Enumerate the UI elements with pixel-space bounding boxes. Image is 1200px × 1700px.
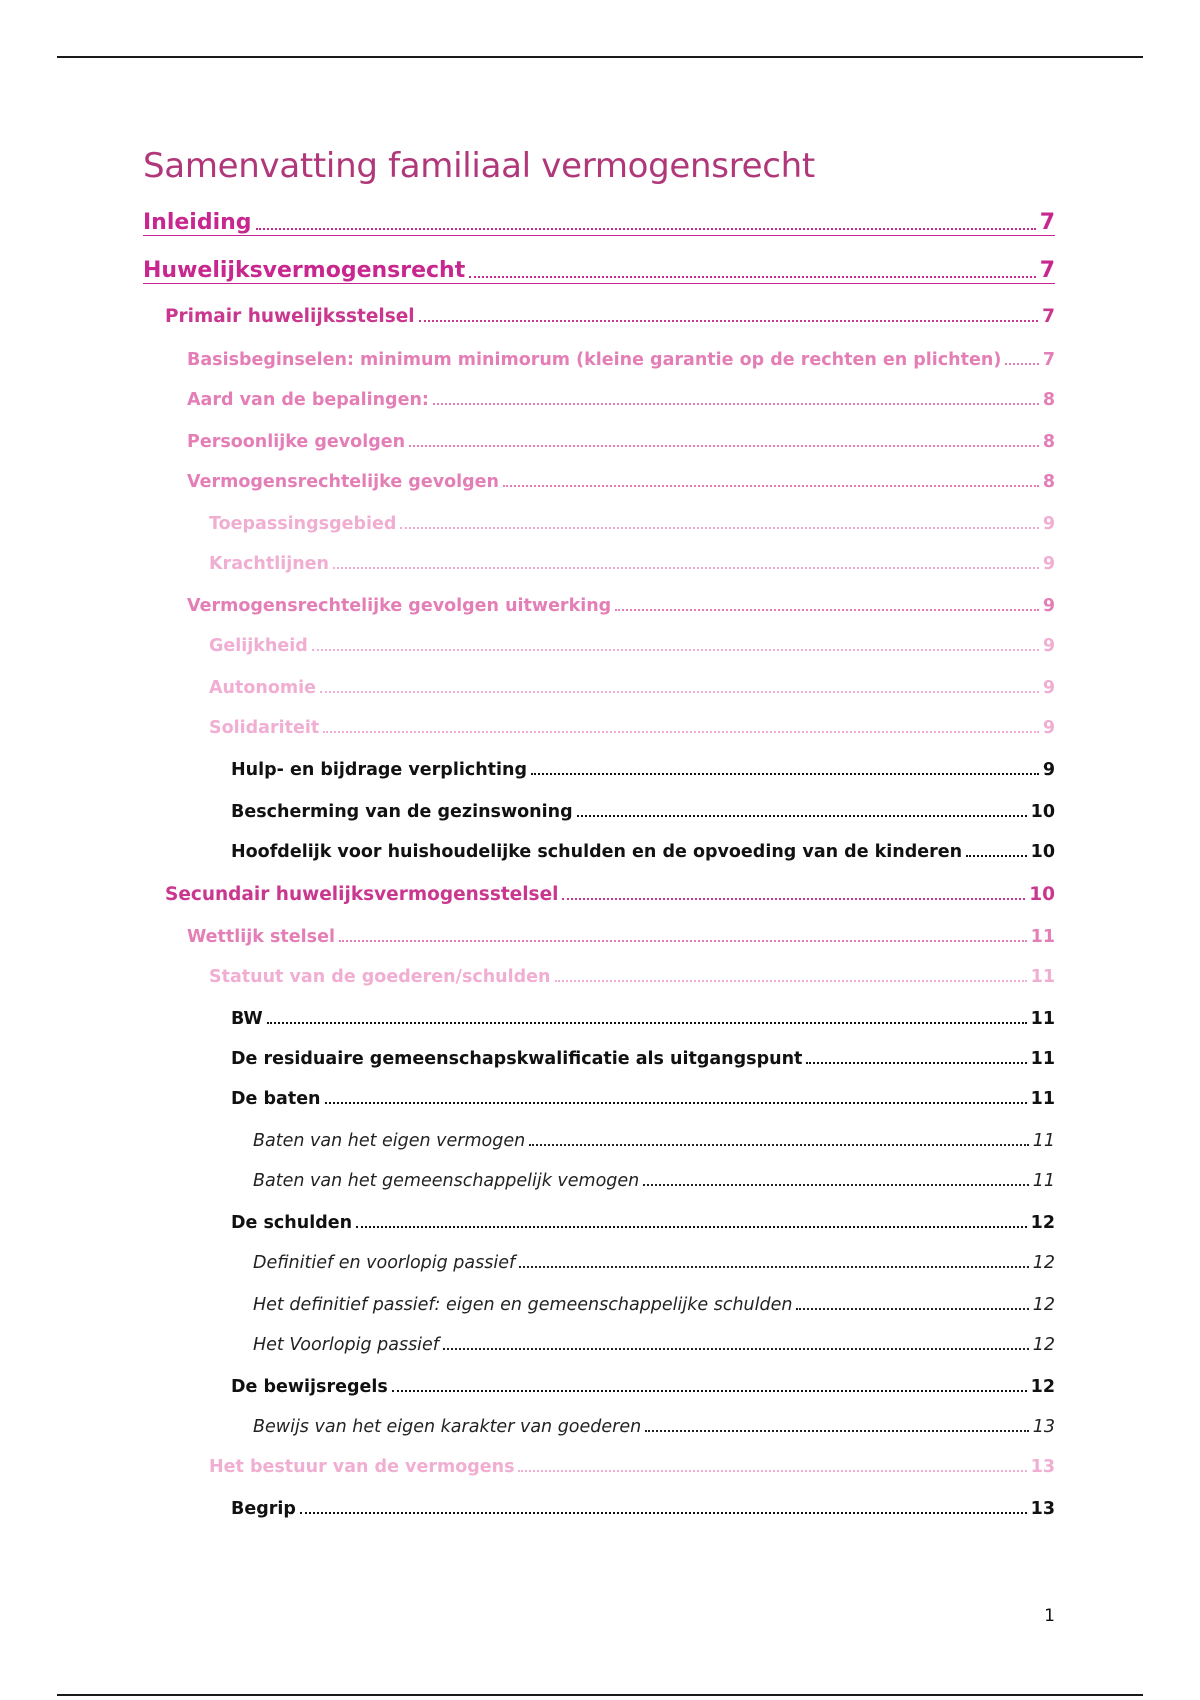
toc-dot-leader bbox=[503, 485, 1039, 487]
toc-dot-leader bbox=[267, 1022, 1027, 1024]
toc-entry-page: 12 bbox=[1032, 1252, 1055, 1273]
toc-entry[interactable] bbox=[187, 585, 1055, 615]
toc-entry-page: 12 bbox=[1030, 1212, 1055, 1233]
toc-entry[interactable] bbox=[231, 1488, 1055, 1518]
toc-entry-page: 11 bbox=[1030, 926, 1055, 947]
toc-entry[interactable] bbox=[187, 421, 1055, 451]
toc-entry-label: De residuaire gemeenschapskwalificatie als uitgangspunt bbox=[231, 1048, 803, 1069]
toc-entry-label: Hulp- en bijdrage verplichting bbox=[231, 759, 527, 780]
toc-entry-page: 10 bbox=[1030, 801, 1055, 822]
toc-dot-leader bbox=[323, 731, 1039, 733]
toc-entry-label: Aard van de bepalingen: bbox=[187, 389, 429, 410]
toc-entry-page: 12 bbox=[1032, 1334, 1055, 1355]
toc-entry[interactable] bbox=[187, 461, 1055, 491]
toc-entry[interactable] bbox=[231, 749, 1055, 779]
toc-entry-page: 11 bbox=[1032, 1170, 1055, 1191]
toc-entry-page: 11 bbox=[1030, 1088, 1055, 1109]
toc-dot-leader bbox=[531, 773, 1039, 775]
toc-entry[interactable] bbox=[253, 1284, 1055, 1314]
toc-entry-label: Het bestuur van de vermogens bbox=[209, 1456, 515, 1477]
toc-dot-leader bbox=[300, 1512, 1027, 1514]
toc-entry-page: 12 bbox=[1032, 1294, 1055, 1315]
toc-entry[interactable] bbox=[187, 916, 1055, 946]
toc-entry[interactable] bbox=[253, 1160, 1055, 1190]
toc-dot-leader bbox=[256, 228, 1036, 230]
toc-entry[interactable] bbox=[253, 1324, 1055, 1354]
toc-dot-leader bbox=[325, 1102, 1027, 1104]
toc-dot-leader bbox=[433, 403, 1039, 405]
toc-entry-page: 12 bbox=[1030, 1376, 1055, 1397]
toc-entry[interactable] bbox=[209, 503, 1055, 533]
toc-dot-leader bbox=[796, 1308, 1028, 1310]
toc-dot-leader bbox=[356, 1226, 1027, 1228]
toc-entry[interactable] bbox=[231, 831, 1055, 861]
toc-entry-label: Primair huwelijksstelsel bbox=[165, 305, 415, 327]
bottom-rule bbox=[57, 1694, 1143, 1696]
toc-entry[interactable] bbox=[143, 200, 1055, 236]
toc-dot-leader bbox=[966, 855, 1027, 857]
toc-entry[interactable] bbox=[187, 379, 1055, 409]
toc-dot-leader bbox=[320, 691, 1039, 693]
toc-entry-label: BW bbox=[231, 1008, 263, 1029]
toc-entry-page: 7 bbox=[1039, 210, 1055, 235]
toc-dot-leader bbox=[1005, 363, 1038, 365]
toc-dot-leader bbox=[615, 609, 1039, 611]
toc-entry-label: Basisbeginselen: minimum minimorum (kleine garantie op de rechten en plichten) bbox=[187, 349, 1002, 370]
toc-entry-page: 10 bbox=[1029, 883, 1055, 905]
toc-entry-page: 9 bbox=[1042, 759, 1055, 780]
toc-entry[interactable] bbox=[165, 296, 1055, 326]
toc-entry[interactable] bbox=[231, 791, 1055, 821]
toc-entry-page: 13 bbox=[1030, 1456, 1055, 1477]
toc-entry[interactable] bbox=[209, 543, 1055, 573]
toc-dot-leader bbox=[518, 1470, 1026, 1472]
toc-entry-label: Het Voorlopig passief bbox=[253, 1334, 439, 1355]
toc-entry-page: 11 bbox=[1030, 1008, 1055, 1029]
toc-entry-label: Baten van het gemeenschappelijk vemogen bbox=[253, 1170, 640, 1191]
toc-dot-leader bbox=[312, 649, 1039, 651]
toc-entry[interactable] bbox=[231, 1078, 1055, 1108]
toc-entry[interactable] bbox=[231, 1202, 1055, 1232]
toc-entry[interactable] bbox=[253, 1242, 1055, 1272]
toc-entry[interactable] bbox=[187, 339, 1055, 369]
toc-entry-page: 9 bbox=[1042, 677, 1055, 698]
toc-entry-page: 7 bbox=[1039, 258, 1055, 283]
toc-entry-label: Begrip bbox=[231, 1498, 296, 1519]
toc-dot-leader bbox=[555, 980, 1027, 982]
toc-entry-label: De baten bbox=[231, 1088, 321, 1109]
toc-entry-page: 9 bbox=[1042, 717, 1055, 738]
toc-dot-leader bbox=[443, 1348, 1029, 1350]
toc-entry[interactable] bbox=[209, 956, 1055, 986]
toc-entry-label: Inleiding bbox=[143, 210, 252, 235]
toc-entry-page: 8 bbox=[1042, 431, 1055, 452]
toc-entry-label: Secundair huwelijksvermogensstelsel bbox=[165, 883, 559, 905]
toc-entry[interactable] bbox=[209, 667, 1055, 697]
toc-entry-page: 9 bbox=[1042, 595, 1055, 616]
toc-entry-label: Toepassingsgebied bbox=[209, 513, 397, 534]
toc-entry-page: 13 bbox=[1030, 1498, 1055, 1519]
toc-entry-page: 11 bbox=[1030, 966, 1055, 987]
toc-entry-label: Krachtlijnen bbox=[209, 553, 329, 574]
toc-dot-leader bbox=[643, 1184, 1028, 1186]
toc-entry[interactable] bbox=[231, 1038, 1055, 1068]
toc-entry-label: Vermogensrechtelijke gevolgen uitwerking bbox=[187, 595, 612, 616]
toc-entry[interactable] bbox=[165, 874, 1055, 904]
toc-entry[interactable] bbox=[253, 1120, 1055, 1150]
document-title: Samenvatting familiaal vermogensrecht bbox=[143, 146, 815, 186]
toc-entry-label: Solidariteit bbox=[209, 717, 320, 738]
toc-entry-page: 8 bbox=[1042, 471, 1055, 492]
toc-entry[interactable] bbox=[143, 248, 1055, 284]
toc-dot-leader bbox=[529, 1144, 1028, 1146]
toc-entry-page: 11 bbox=[1030, 1048, 1055, 1069]
toc-dot-leader bbox=[419, 320, 1038, 322]
toc-dot-leader bbox=[806, 1062, 1026, 1064]
toc-dot-leader bbox=[333, 567, 1039, 569]
toc-entry-page: 9 bbox=[1042, 635, 1055, 656]
toc-entry-label: Hoofdelijk voor huishoudelijke schulden en de opvoeding van de kinderen bbox=[231, 841, 963, 862]
toc-entry-page: 13 bbox=[1032, 1416, 1055, 1437]
toc-entry-page: 9 bbox=[1042, 513, 1055, 534]
toc-entry-label: Vermogensrechtelijke gevolgen bbox=[187, 471, 499, 492]
toc-entry[interactable] bbox=[209, 707, 1055, 737]
toc-entry-page: 9 bbox=[1042, 553, 1055, 574]
toc-entry-label: Huwelijksvermogensrecht bbox=[143, 258, 466, 283]
toc-entry-label: De bewijsregels bbox=[231, 1376, 388, 1397]
toc-entry[interactable] bbox=[253, 1406, 1055, 1436]
toc-dot-leader bbox=[562, 898, 1025, 900]
toc-dot-leader bbox=[577, 815, 1027, 817]
toc-dot-leader bbox=[519, 1266, 1029, 1268]
toc-entry[interactable] bbox=[231, 1366, 1055, 1396]
toc-dot-leader bbox=[469, 276, 1035, 278]
toc-entry-page: 10 bbox=[1030, 841, 1055, 862]
toc-entry-label: Bewijs van het eigen karakter van goederen bbox=[253, 1416, 642, 1437]
toc-dot-leader bbox=[392, 1390, 1027, 1392]
toc-entry-label: Wettlijk stelsel bbox=[187, 926, 335, 947]
toc-entry[interactable] bbox=[209, 1446, 1055, 1476]
toc-entry-label: Persoonlijke gevolgen bbox=[187, 431, 406, 452]
toc-entry-page: 7 bbox=[1042, 305, 1055, 327]
toc-dot-leader bbox=[339, 940, 1027, 942]
toc-entry-label: De schulden bbox=[231, 1212, 353, 1233]
toc-entry-label: Autonomie bbox=[209, 677, 316, 698]
toc-entry-label: Definitief en voorlopig passief bbox=[253, 1252, 516, 1273]
page-number: 1 bbox=[1044, 1606, 1055, 1626]
toc-dot-leader bbox=[645, 1430, 1029, 1432]
toc-entry-page: 7 bbox=[1042, 349, 1055, 370]
toc-entry[interactable] bbox=[209, 625, 1055, 655]
toc-dot-leader bbox=[409, 445, 1039, 447]
toc-entry-label: Het definitief passief: eigen en gemeenschappelijke schulden bbox=[253, 1294, 793, 1315]
toc-entry-label: Baten van het eigen vermogen bbox=[253, 1130, 526, 1151]
toc-entry-page: 11 bbox=[1032, 1130, 1055, 1151]
toc-dot-leader bbox=[400, 527, 1038, 529]
toc-entry-label: Statuut van de goederen/schulden bbox=[209, 966, 551, 987]
toc-entry-label: Gelijkheid bbox=[209, 635, 308, 656]
toc-entry-page: 8 bbox=[1042, 389, 1055, 410]
toc-entry-label: Bescherming van de gezinswoning bbox=[231, 801, 573, 822]
toc-entry[interactable] bbox=[231, 998, 1055, 1028]
